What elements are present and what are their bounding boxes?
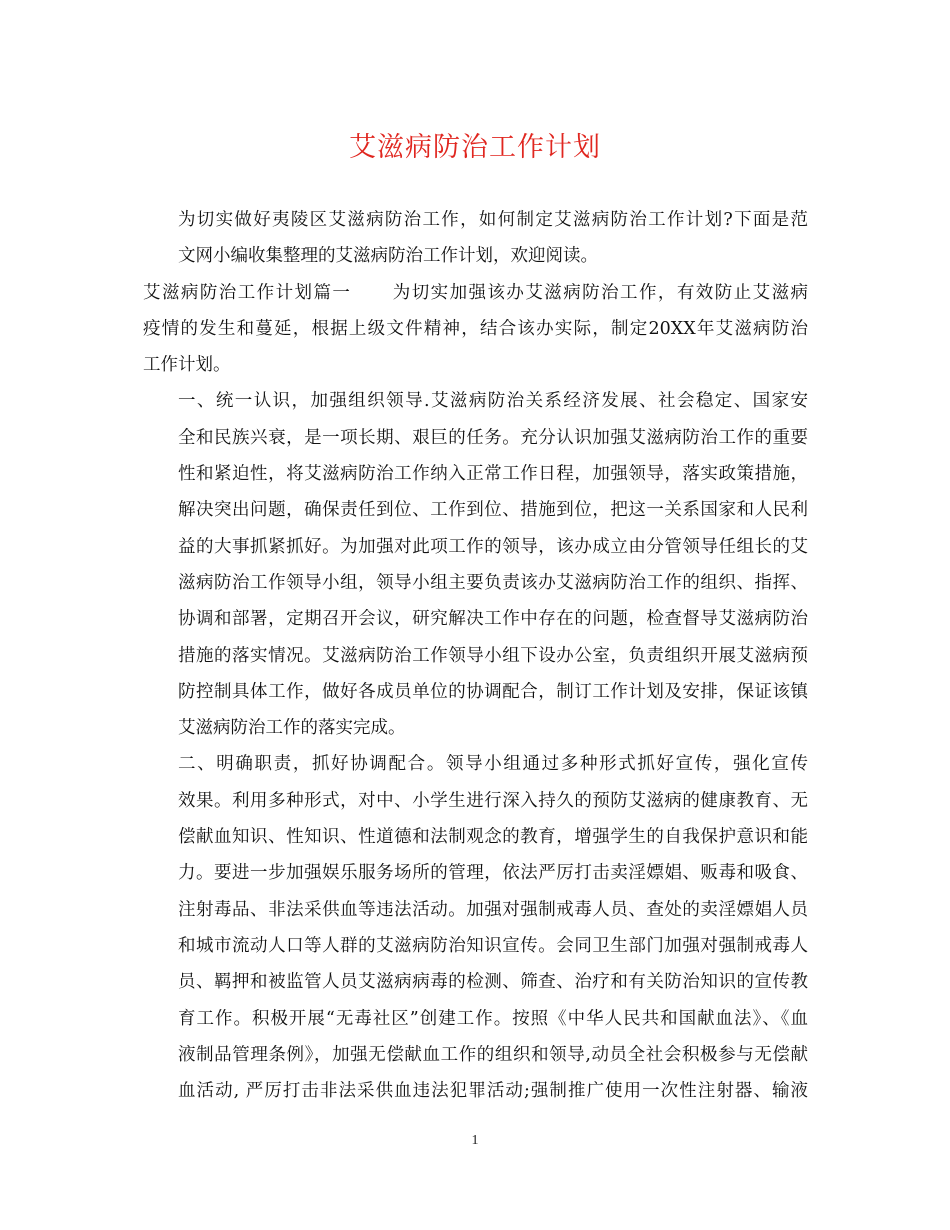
text-line: 工作计划。 xyxy=(143,355,231,376)
text-line: 液制品管理条例》，加强无偿献血工作的组织和领导,动员全社会积极参与无偿献 xyxy=(178,1044,808,1065)
text-line: 解决突出问题，确保责任到位、工作到位、措施到位，把这一关系国家和人民利 xyxy=(178,500,808,521)
document-title: 艾滋病防治工作计划 xyxy=(349,132,601,163)
section-paragraph xyxy=(143,275,808,384)
text-line: 措施的落实情况。艾滋病防治工作领导小组下设办公室，负责组织开展艾滋病预 xyxy=(178,645,808,666)
text-line: 文网小编收集整理的艾滋病防治工作计划，欢迎阅读。 xyxy=(178,246,598,267)
text-line: 防控制具体工作，做好各成员单位的协调配合，制订工作计划及安排，保证该镇 xyxy=(178,681,808,702)
text-line: 和城市流动人口等人群的艾滋病防治知识宣传。会同卫生部门加强对强制戒毒人 xyxy=(178,935,808,956)
text-line: 滋病防治工作领导小组，领导小组主要负责该办艾滋病防治工作的组织、指挥、 xyxy=(178,572,808,593)
intro-paragraph xyxy=(143,202,808,275)
text-line: 注射毒品、非法采供血等违法活动。加强对强制戒毒人员、查处的卖淫嫖娼人员 xyxy=(178,899,808,920)
text-line xyxy=(143,275,808,311)
text-line: 艾滋病防治工作的落实完成。 xyxy=(178,718,406,739)
text-line: 力。要进一步加强娱乐服务场所的管理，依法严厉打击卖淫嫖娼、贩毒和吸食、 xyxy=(178,863,808,884)
text-line: 育工作。积极开展“无毒社区”创建工作。按照《中华人民共和国献血法》、《血 xyxy=(178,1008,808,1029)
text-line: 员、羁押和被监管人员艾滋病病毒的检测、筛查、治疗和有关防治知识的宣传教 xyxy=(178,972,808,993)
text-fragment: 为切实加强该办艾滋病防治工作，有效防止艾滋病 xyxy=(391,282,809,303)
item-one-paragraph xyxy=(143,383,808,746)
text-line: 偿献血知识、性知识、性道德和法制观念的教育，增强学生的自我保护意识和能 xyxy=(178,827,808,848)
page-number: 1 xyxy=(471,1133,479,1148)
item-two-paragraph xyxy=(143,746,808,1109)
text-line: 全和民族兴衰，是一项长期、艰巨的任务。充分认识加强艾滋病防治工作的重要 xyxy=(178,427,808,448)
text-line: 为切实做好夷陵区艾滋病防治工作，如何制定艾滋病防治工作计划?下面是范 xyxy=(178,210,808,230)
text-line: 益的大事抓紧抓好。为加强对此项工作的领导，该办成立由分管领导任组长的艾 xyxy=(178,536,808,557)
text-line: 二、明确职责，抓好协调配合。领导小组通过多种形式抓好宣传，强化宣传 xyxy=(178,754,808,775)
section-heading: 艾滋病防治工作计划篇一 xyxy=(143,282,352,303)
text-line: 效果。利用多种形式，对中、小学生进行深入持久的预防艾滋病的健康教育、无 xyxy=(178,790,808,811)
text-line: 性和紧迫性，将艾滋病防治工作纳入正常工作日程，加强领导，落实政策措施， xyxy=(178,464,808,485)
text-line: 协调和部署，定期召开会议，研究解决工作中存在的问题，检查督导艾滋病防治 xyxy=(178,609,808,630)
document-body xyxy=(143,202,808,1109)
text-line: 血活动, 严厉打击非法采供血违法犯罪活动;强制推广使用一次性注射器、输液 xyxy=(178,1081,808,1102)
text-line: 疫情的发生和蔓延，根据上级文件精神，结合该办实际，制定20XX年艾滋病防治 xyxy=(143,318,808,339)
text-line: 一、统一认识，加强组织领导.艾滋病防治关系经济发展、社会稳定、国家安 xyxy=(178,391,808,412)
